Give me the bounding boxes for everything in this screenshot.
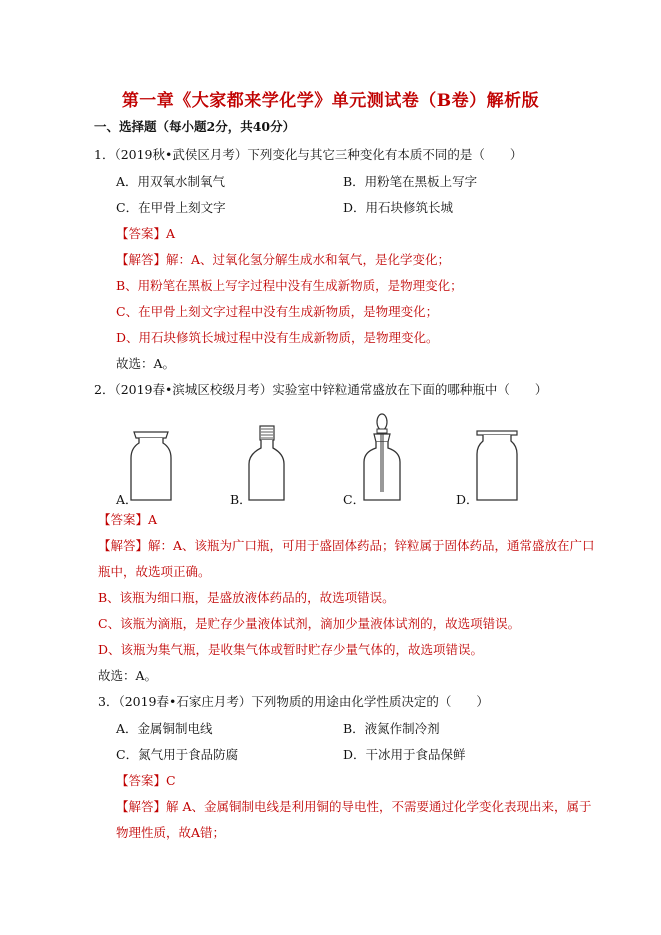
q2-explanation-line: 瓶中，故选项正确。 <box>98 564 211 579</box>
q2-explanation-line: D、该瓶为集气瓶，是收集气体或暂时贮存少量气体的，故选项错误。 <box>98 642 484 657</box>
q3-option-b: B．液氮作制冷剂 <box>343 721 440 736</box>
q1-explanation-line: B、用粉笔在黑板上写字过程中没有生成新物质，是物理变化； <box>116 278 463 293</box>
q3-explanation-line: 【解答】解 A、金属铜制电线是利用铜的导电性，不需要通过化学变化表现出来，属于 <box>116 799 592 814</box>
q2-conclusion: 故选：A。 <box>98 668 158 683</box>
q3-option-d: D．干冰用于食品保鲜 <box>343 747 466 762</box>
section-heading: 一、选择题（每小题2分，共40分） <box>94 119 296 134</box>
q1-option-d: D．用石块修筑长城 <box>343 200 454 215</box>
q3-answer: 【答案】C <box>116 773 176 788</box>
q1-stem: 1．（2019秋•武侯区月考）下列变化与其它三种变化有本质不同的是（ ） <box>94 147 523 162</box>
dropper-bottle-image <box>360 412 404 502</box>
q2-option-b-label: B． <box>230 492 252 507</box>
q2-answer: 【答案】A <box>98 512 158 527</box>
q2-explanation-line: C、该瓶为滴瓶，是贮存少量液体试剂，滴加少量液体试剂的，故选项错误。 <box>98 616 521 631</box>
q1-explanation-line: D、用石块修筑长城过程中没有生成新物质，是物理变化。 <box>116 330 439 345</box>
q3-explanation-line: 物理性质，故A错； <box>116 825 226 840</box>
q2-stem: 2．（2019春•滨城区校级月考）实验室中锌粒通常盛放在下面的哪种瓶中（ ） <box>94 382 548 397</box>
q1-option-c: C．在甲骨上刻文字 <box>116 200 226 215</box>
q2-explanation-line: 【解答】解：A、该瓶为广口瓶，可用于盛固体药品；锌粒属于固体药品，通常盛放在广口 <box>98 538 595 553</box>
q2-explanation-line: B、该瓶为细口瓶，是盛放液体药品的，故选项错误。 <box>98 590 395 605</box>
document-title: 第一章《大家都来学化学》单元测试卷（B卷）解析版 <box>121 91 540 111</box>
q1-option-b: B．用粉笔在黑板上写字 <box>343 174 478 189</box>
q2-option-d-label: D． <box>456 492 479 507</box>
q3-option-a: A．金属铜制电线 <box>116 721 213 736</box>
q2-option-c-label: C． <box>343 492 366 507</box>
q1-explanation-line: 【解答】解：A、过氧化氢分解生成水和氧气，是化学变化； <box>116 252 451 267</box>
q1-answer: 【答案】A <box>116 226 176 241</box>
q3-option-c: C．氮气用于食品防腐 <box>116 747 239 762</box>
q1-explanation-line: C、在甲骨上刻文字过程中没有生成新物质，是物理变化； <box>116 304 439 319</box>
gas-collecting-bottle-image <box>474 428 520 502</box>
q1-option-a: A．用双氧水制氧气 <box>116 174 226 189</box>
narrow-mouth-bottle-image <box>246 424 286 502</box>
q1-conclusion: 故选：A。 <box>116 356 176 371</box>
q3-stem: 3．（2019春•石家庄月考）下列物质的用途由化学性质决定的（ ） <box>98 694 489 709</box>
q2-option-a-label: A． <box>116 492 138 507</box>
